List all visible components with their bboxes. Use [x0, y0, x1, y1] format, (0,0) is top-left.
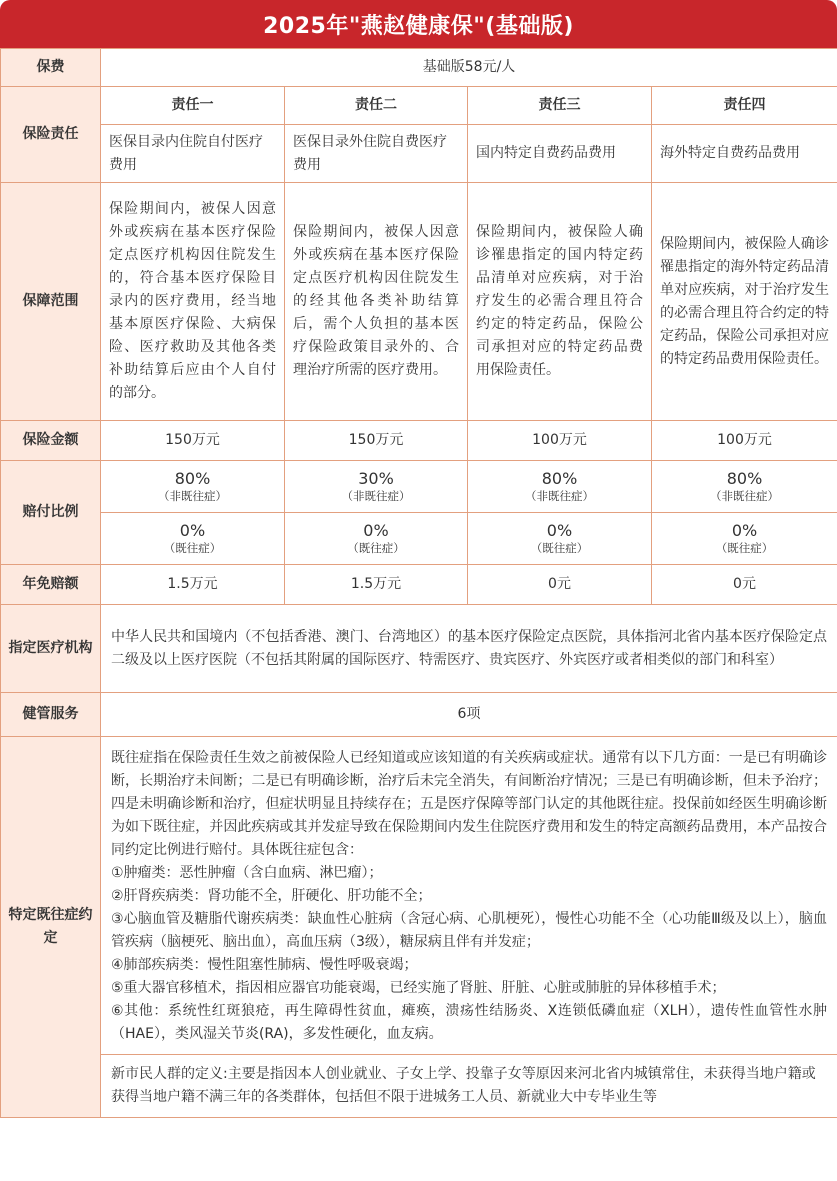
- preexisting-item: ③心脑血管及糖脂代谢疾病类：缺血性心脏病（含冠心病、心肌梗死），慢性心功能不全（心功能Ⅲ级及以上），脑血管疾病（脑梗死、脑出血），高血压病（3级），糖尿病且伴有并发症；: [111, 911, 828, 950]
- ratio-note: （非既往症）: [158, 489, 227, 503]
- amount-value-3: 100万元: [468, 421, 652, 461]
- scope-text-2: 保险期间内，被保人因意外或疾病在基本医疗保险定点医疗机构因住院发生的经其他各类补助结算后，需个人负担的基本医疗保险政策目录外的、合理治疗所需的医疗费用。: [285, 183, 468, 421]
- ratio-nonpre-row: [1, 461, 837, 513]
- ratio-nonpre-1: [101, 461, 285, 513]
- liability-head-row: [1, 87, 837, 125]
- document-title: 2025年"燕赵健康保"(基础版): [0, 0, 837, 48]
- liability-name-1: 医保目录内住院自付医疗费用: [101, 125, 285, 183]
- ratio-nonpre-2: [285, 461, 468, 513]
- ratio-note: （非既往症）: [710, 489, 780, 503]
- ratio-nonpre-3: [468, 461, 652, 513]
- preexisting-label: 特定既往症约定: [1, 737, 101, 1118]
- ratio-pct: 80%: [541, 469, 578, 488]
- deductible-value-1: 1.5万元: [101, 565, 285, 605]
- amount-value-2: 150万元: [285, 421, 468, 461]
- premium-row: [1, 49, 837, 87]
- health-service-row: [1, 693, 837, 737]
- liability-head-3: 责任三: [468, 87, 652, 125]
- ratio-nonpre-4: [652, 461, 837, 513]
- hospital-row: [1, 605, 837, 693]
- preexisting-row: [1, 737, 837, 1055]
- hospital-label: 指定医疗机构: [1, 605, 101, 693]
- liability-name-2: 医保目录外住院自费医疗费用: [285, 125, 468, 183]
- preexisting-item: ①肿瘤类：恶性肿瘤（含白血病、淋巴瘤）；: [111, 865, 383, 881]
- preexisting-item: ④肺部疾病类：慢性阻塞性肺病、慢性呼吸衰竭；: [111, 957, 418, 973]
- amount-value-4: 100万元: [652, 421, 837, 461]
- amount-row: [1, 421, 837, 461]
- liability-head-1: 责任一: [101, 87, 285, 125]
- premium-value: 基础版58元/人: [101, 49, 837, 87]
- ratio-note: （非既往症）: [525, 489, 594, 503]
- preexisting-item: ②肝肾疾病类：肾功能不全，肝硬化、肝功能不全；: [111, 888, 432, 904]
- liability-head-4: 责任四: [652, 87, 837, 125]
- scope-label: 保障范围: [1, 183, 101, 421]
- amount-value-1: 150万元: [101, 421, 285, 461]
- liability-name-row: [1, 125, 837, 183]
- ratio-note: （非既往症）: [341, 489, 411, 503]
- preexisting-intro: 既往症指在保险责任生效之前被保险人已经知道或应该知道的有关疾病或症状。通常有以下几方面：一是已有明确诊断，长期治疗未间断；二是已有明确诊断，治疗后未完全消失，有间断治疗情况；三是已有明确诊断，但未予治疗；四是未明确诊断和治疗，但症状明显且持续存在；五是医疗保障等部门认定的其他既往症。投保前如经医生明确诊断为如下既往症，并因此疾病或其并发症导致在保险期间内发生住院医疗费用和发生的特定高额药品费用，本产品按合同约定比例进行赔付。具体既往症包含：: [111, 750, 828, 858]
- ratio-pct: 0%: [546, 521, 573, 540]
- deductible-label: 年免赔额: [1, 565, 101, 605]
- deductible-value-3: 0元: [468, 565, 652, 605]
- liability-head-2: 责任二: [285, 87, 468, 125]
- scope-text-4: 保险期间内，被保险人确诊罹患指定的海外特定药品清单对应疾病，对于治疗发生的必需合理且符合约定的特定药品，保险公司承担对应的特定药品费用保险责任。: [652, 183, 837, 421]
- amount-label: 保险金额: [1, 421, 101, 461]
- liability-name-4: 海外特定自费药品费用: [652, 125, 837, 183]
- new-citizen-definition: 新市民人群的定义:主要是指因本人创业就业、子女上学、投靠子女等原因来河北省内城镇常住，未获得当地户籍或获得当地户籍不满三年的各类群体，包括但不限于进城务工人员、新就业大中专毕业生等: [101, 1055, 837, 1118]
- ratio-label: 赔付比例: [1, 461, 101, 565]
- preexisting-text: [101, 737, 837, 1055]
- health-service-value: 6项: [101, 693, 837, 737]
- ratio-pct: 0%: [363, 521, 389, 540]
- ratio-pct: 80%: [726, 469, 763, 488]
- ratio-pre-3: [468, 513, 652, 565]
- ratio-note: （既往症）: [347, 541, 405, 555]
- deductible-value-2: 1.5万元: [285, 565, 468, 605]
- preexisting-item: ⑤重大器官移植术，指因相应器官功能衰竭，已经实施了肾脏、肝脏、心脏或肺脏的异体移植手术；: [111, 980, 726, 996]
- ratio-note: （既往症）: [715, 541, 774, 555]
- health-service-label: 健管服务: [1, 693, 101, 737]
- ratio-pre-2: [285, 513, 468, 565]
- ratio-note: （既往症）: [163, 541, 222, 555]
- scope-row: [1, 183, 837, 421]
- ratio-note: （既往症）: [530, 541, 589, 555]
- scope-text-3: 保险期间内，被保险人确诊罹患指定的国内特定药品清单对应疾病，对于治疗发生的必需合理且符合约定的特定药品，保险公司承担对应的特定药品费用保险责任。: [468, 183, 652, 421]
- ratio-pre-1: [101, 513, 285, 565]
- ratio-pct: 0%: [731, 521, 758, 540]
- deductible-value-4: 0元: [652, 565, 837, 605]
- scope-text-1: 保险期间内，被保人因意外或疾病在基本医疗保险定点医疗机构因住院发生的，符合基本医疗保险目录内的医疗费用，经当地基本原医疗保险、大病保险、医疗救助及其他各类补助结算后应由个人自付的部分。: [101, 183, 285, 421]
- hospital-text: 中华人民共和国境内（不包括香港、澳门、台湾地区）的基本医疗保险定点医院，具体指河北省内基本医疗保险定点二级及以上医疗医院（不包括其附属的国际医疗、特需医疗、贵宾医疗、外宾医疗或者相类似的部门和科室）: [101, 605, 837, 693]
- liability-name-3: 国内特定自费药品费用: [468, 125, 652, 183]
- citizen-row: [1, 1055, 837, 1118]
- preexisting-item: ⑥其他：系统性红斑狼疮，再生障碍性贫血，瘫痪，溃疡性结肠炎、X连锁低磷血症（XLH），遗传性血管性水肿（HAE），类风湿关节炎(RA)，多发性硬化，血友病。: [111, 1003, 828, 1042]
- ratio-pre-4: [652, 513, 837, 565]
- ratio-pct: 80%: [174, 469, 211, 488]
- ratio-pct: 30%: [358, 469, 394, 488]
- liability-label: 保险责任: [1, 87, 101, 183]
- deductible-row: [1, 565, 837, 605]
- insurance-table: [0, 48, 837, 1118]
- ratio-pre-row: [1, 513, 837, 565]
- ratio-pct: 0%: [179, 521, 206, 540]
- premium-label: 保费: [1, 49, 101, 87]
